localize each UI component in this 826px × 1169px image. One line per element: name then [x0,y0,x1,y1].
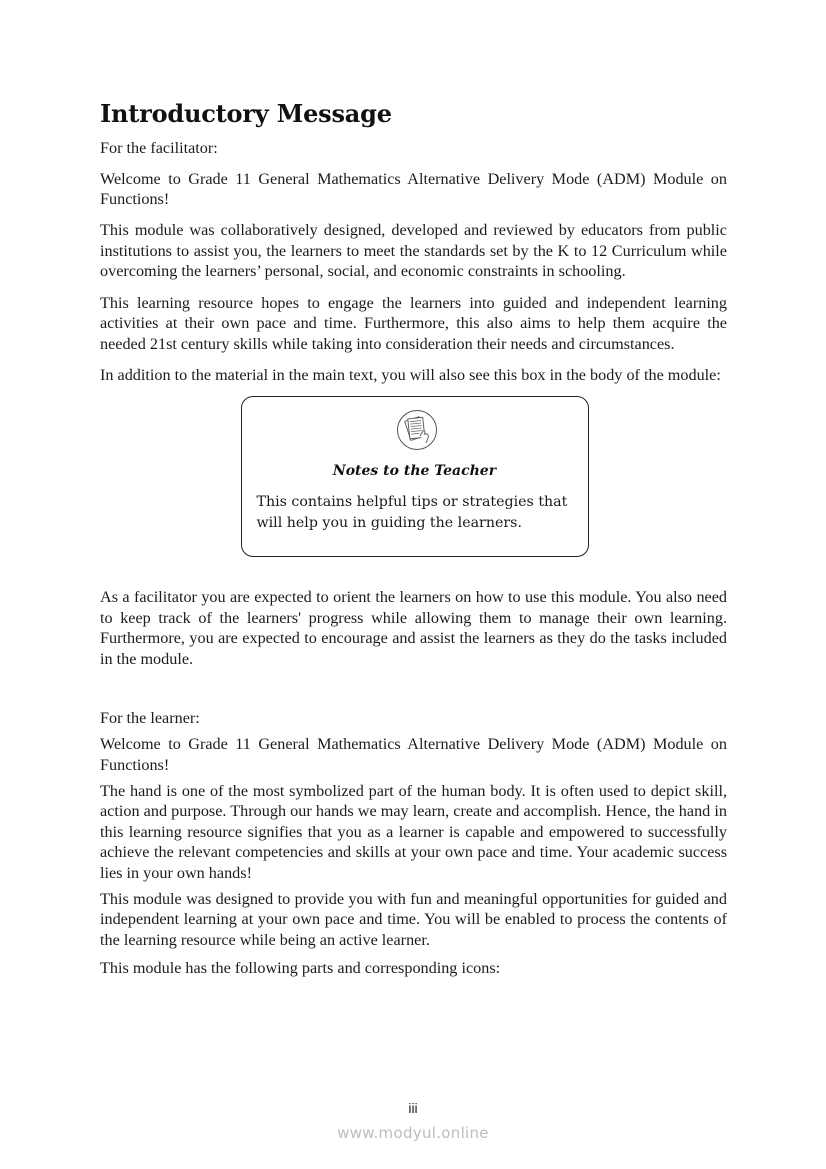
learner-paragraph: This module was designed to provide you with fun and meaningful opportunities for guided and independent learning at your own pace and time. You will be enabled to process the contents of the learning resource while being an active learner. [100,889,727,949]
document-page [100,96,727,989]
watermark-url: www.modyul.online [337,1124,489,1142]
note-box-container [100,396,727,557]
notes-to-teacher-box [241,396,589,557]
learner-paragraph: The hand is one of the most symbolized part of the human body. It is often used to depict skill, action and purpose. Through our hands we may learn, create and accomplish. Hence, the hand in this learning resource signifies that you as a learner is capable and empowered to successfully achieve the relevant competencies and skills at your own pace and time. Your academic success lies in your own hands! [100,781,727,882]
facilitator-paragraph: Welcome to Grade 11 General Mathematics Alternative Delivery Mode (ADM) Module on Functions! [100,169,727,209]
facilitator-paragraph: This learning resource hopes to engage the learners into guided and independent learning activities at their own pace and time. Furthermore, this also aims to help them acquire the needed 21st century skills while taking into consideration their needs and circumstances. [100,293,727,353]
note-box-title: Notes to the Teacher [332,462,497,479]
note-box-text: This contains helpful tips or strategies that will help you in guiding the learners. [256,493,568,531]
facilitator-label: For the facilitator: [100,139,218,157]
learner-paragraph: This module has the following parts and corresponding icons: [100,959,501,978]
facilitator-paragraph: In addition to the material in the main text, you will also see this box in the body of the module: [100,365,721,384]
notes-hand-icon [396,409,438,451]
page-title: Introductory Message [100,99,392,128]
learner-paragraph: Welcome to Grade 11 General Mathematics Alternative Delivery Mode (ADM) Module on Functions! [100,735,727,774]
facilitator-paragraph: This module was collaboratively designed, developed and reviewed by educators from public institutions to assist you, the learners to meet the standards set by the K to 12 Curriculum while overcoming the learners’ personal, social, and economic constraints in schooling. [100,221,727,281]
learner-label: For the learner: [100,708,200,727]
facilitator-closing-paragraph: As a facilitator you are expected to orient the learners on how to use this module. You also need to keep track of the learners' progress while allowing them to manage their own learning. Furthermore, you are expected to encourage and assist the learners as they do the tasks included in the module. [100,587,727,668]
page-number: iii [408,1100,418,1116]
section-spacer [100,680,727,708]
